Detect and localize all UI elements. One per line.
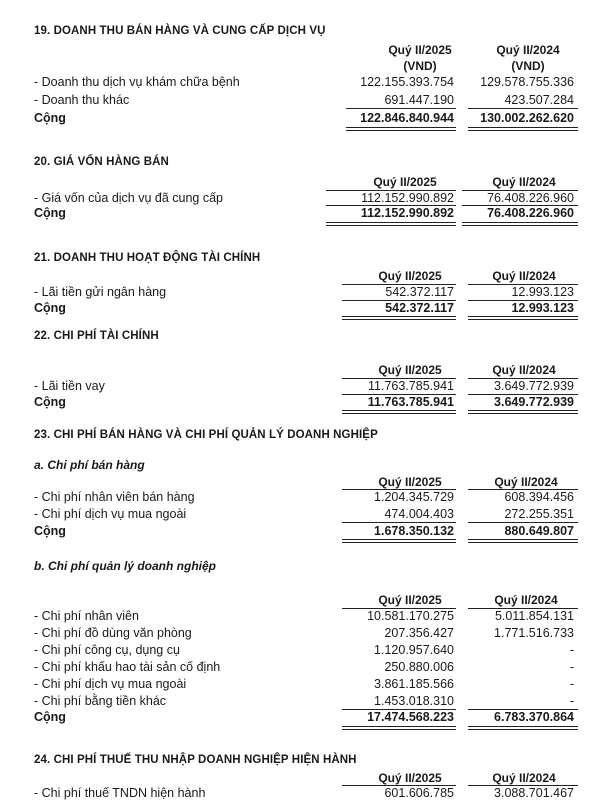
s23a-subtotal-rule: [342, 522, 456, 523]
s23b-row-value-2024: 1.771.516.733: [494, 626, 574, 640]
s23b-row-label: - Chi phí dịch vụ mua ngoài: [34, 677, 187, 691]
s23b-header-q2-2024: Quý II/2024: [494, 593, 558, 607]
s20-row-label: - Giá vốn của dịch vụ đã cung cấp: [34, 191, 224, 205]
s23b-header-q2-2025: Quý II/2025: [378, 593, 442, 607]
s19-subtotal-rule: [468, 108, 578, 109]
s22-header-q2-2025: Quý II/2025: [378, 363, 442, 377]
s22-total-2025: 11.763.785.941: [367, 395, 454, 409]
s23a-header-q2-2025: Quý II/2025: [378, 475, 442, 489]
section-23b-subtitle: b. Chi phí quản lý doanh nghiệp: [34, 559, 216, 573]
s21-total-label: Cộng: [34, 301, 66, 315]
s22-row-label: - Lãi tiền vay: [34, 379, 105, 393]
s23b-row-value-2024: -: [569, 643, 574, 657]
s22-header-q2-2024: Quý II/2024: [492, 363, 556, 377]
s23a-row-label: - Chi phí nhân viên bán hàng: [34, 490, 195, 504]
s24-row-label: - Chi phí thuế TNDN hiện hành: [34, 786, 206, 800]
s22-row-value-2024: 3.649.772.939: [494, 379, 574, 393]
section-19-title: 19. DOANH THU BÁN HÀNG VÀ CUNG CẤP DỊCH VỤ: [34, 25, 326, 37]
s23b-total-2025: 17.474.568.223: [367, 710, 454, 724]
s19-total-double-rule: [468, 127, 578, 131]
s20-total-double-rule: [462, 222, 578, 226]
s23b-row-label: - Chi phí công cụ, dụng cụ: [34, 643, 180, 657]
s22-row-value-2025: 11.763.785.941: [368, 379, 454, 393]
s20-total-2024: 76.408.226.960: [487, 206, 574, 220]
s19-row-value-2025: 691.447.190: [384, 93, 454, 107]
s23a-row-value-2024: 608.394.456: [504, 490, 574, 504]
s21-header-q2-2024: Quý II/2024: [492, 269, 556, 283]
s20-row-value-2025: 112.152.990.892: [361, 191, 454, 205]
s21-row-value-2024: 12.993.123: [511, 285, 574, 299]
s23b-row-value-2024: 5.011.854.131: [494, 609, 574, 623]
s20-row-value-2024: 76.408.226.960: [487, 191, 574, 205]
s23a-subtotal-rule: [468, 522, 578, 523]
s23a-row-value-2025: 1.204.345.729: [374, 490, 454, 504]
s21-total-2024: 12.993.123: [511, 301, 574, 315]
s23b-row-value-2024: -: [569, 660, 574, 674]
s19-row-value-2024: 423.507.284: [504, 93, 574, 107]
s20-header-q2-2025: Quý II/2025: [373, 175, 437, 189]
s23b-total-label: Cộng: [34, 710, 66, 724]
s21-row-label: - Lãi tiền gửi ngân hàng: [34, 285, 167, 299]
section-21-title: 21. DOANH THU HOẠT ĐỘNG TÀI CHÍNH: [34, 252, 261, 264]
s21-header-q2-2025: Quý II/2025: [378, 269, 442, 283]
s20-total-label: Cộng: [34, 206, 66, 220]
s23b-total-2024: 6.783.370.864: [494, 710, 574, 724]
s19-row-value-2024: 129.578.755.336: [480, 75, 574, 89]
s23b-row-value-2025: 10.581.170.275: [367, 609, 454, 623]
s23a-header-q2-2024: Quý II/2024: [494, 475, 558, 489]
section-24-title: 24. CHI PHÍ THUẾ THU NHẬP DOANH NGHIỆP HIỆN HÀNH: [34, 754, 357, 766]
s19-total-2025: 122.846.840.944: [360, 111, 454, 125]
s23b-row-value-2025: 250.880.006: [384, 660, 454, 674]
s23a-total-2024: 880.649.807: [504, 524, 574, 538]
s19-unit-q2-2024: (VND): [511, 59, 545, 73]
s19-header-q2-2025: Quý II/2025: [388, 43, 452, 57]
s23b-row-value-2025: 1.453.018.310: [374, 694, 454, 708]
s23b-row-label: - Chi phí nhân viên: [34, 609, 139, 623]
s23a-row-value-2024: 272.255.351: [504, 507, 574, 521]
s23b-total-double-rule: [468, 726, 578, 730]
s19-total-double-rule: [346, 127, 456, 131]
s19-row-label: - Doanh thu khác: [34, 93, 130, 107]
s23a-total-double-rule: [342, 539, 456, 543]
s21-total-double-rule: [468, 316, 578, 320]
s23b-row-value-2025: 3.861.185.566: [374, 677, 454, 691]
s23b-total-double-rule: [342, 726, 456, 730]
s21-total-2025: 542.372.117: [385, 301, 454, 315]
s23b-row-value-2025: 207.356.427: [384, 626, 454, 640]
s19-subtotal-rule: [346, 108, 456, 109]
s23b-row-value-2024: -: [569, 694, 574, 708]
section-23a-subtitle: a. Chi phí bán hàng: [34, 458, 145, 472]
s23a-total-label: Cộng: [34, 524, 66, 538]
s19-row-value-2025: 122.155.393.754: [360, 75, 454, 89]
s20-total-2025: 112.152.990.892: [360, 206, 454, 220]
s22-total-double-rule: [468, 410, 578, 414]
s23b-row-value-2025: 1.120.957.640: [374, 643, 454, 657]
s22-total-label: Cộng: [34, 395, 66, 409]
section-22-title: 22. CHI PHÍ TÀI CHÍNH: [34, 330, 159, 342]
s24-row-value-2024: 3.088.701.467: [494, 786, 574, 800]
s23b-row-label: - Chi phí khấu hao tài sản cố định: [34, 660, 221, 674]
s23b-row-label: - Chi phí đồ dùng văn phòng: [34, 626, 192, 640]
s19-total-2024: 130.002.262.620: [480, 111, 574, 125]
section-23-title: 23. CHI PHÍ BÁN HÀNG VÀ CHI PHÍ QUẢN LÝ DOANH NGHIỆP: [34, 429, 378, 441]
s24-header-q2-2025: Quý II/2025: [378, 771, 442, 785]
s19-row-label: - Doanh thu dịch vụ khám chữa bệnh: [34, 75, 240, 89]
s20-header-q2-2024: Quý II/2024: [492, 175, 556, 189]
s23b-row-value-2024: -: [569, 677, 574, 691]
s20-total-double-rule: [326, 222, 456, 226]
s23a-total-double-rule: [468, 539, 578, 543]
s22-total-2024: 3.649.772.939: [494, 395, 574, 409]
s23a-row-label: - Chi phí dịch vụ mua ngoài: [34, 507, 187, 521]
s22-total-double-rule: [342, 410, 456, 414]
s23a-total-2025: 1.678.350.132: [374, 524, 454, 538]
s19-unit-q2-2025: (VND): [403, 59, 437, 73]
s21-total-double-rule: [342, 316, 456, 320]
s19-header-q2-2024: Quý II/2024: [496, 43, 560, 57]
s24-header-q2-2024: Quý II/2024: [492, 771, 556, 785]
section-20-title: 20. GIÁ VỐN HÀNG BÁN: [34, 156, 169, 168]
s21-row-value-2025: 542.372.117: [385, 285, 454, 299]
s24-row-value-2025: 601.606.785: [384, 786, 454, 800]
s23a-row-value-2025: 474.004.403: [384, 507, 454, 521]
s19-total-label: Cộng: [34, 111, 66, 125]
s23b-row-label: - Chi phí bằng tiền khác: [34, 694, 167, 708]
